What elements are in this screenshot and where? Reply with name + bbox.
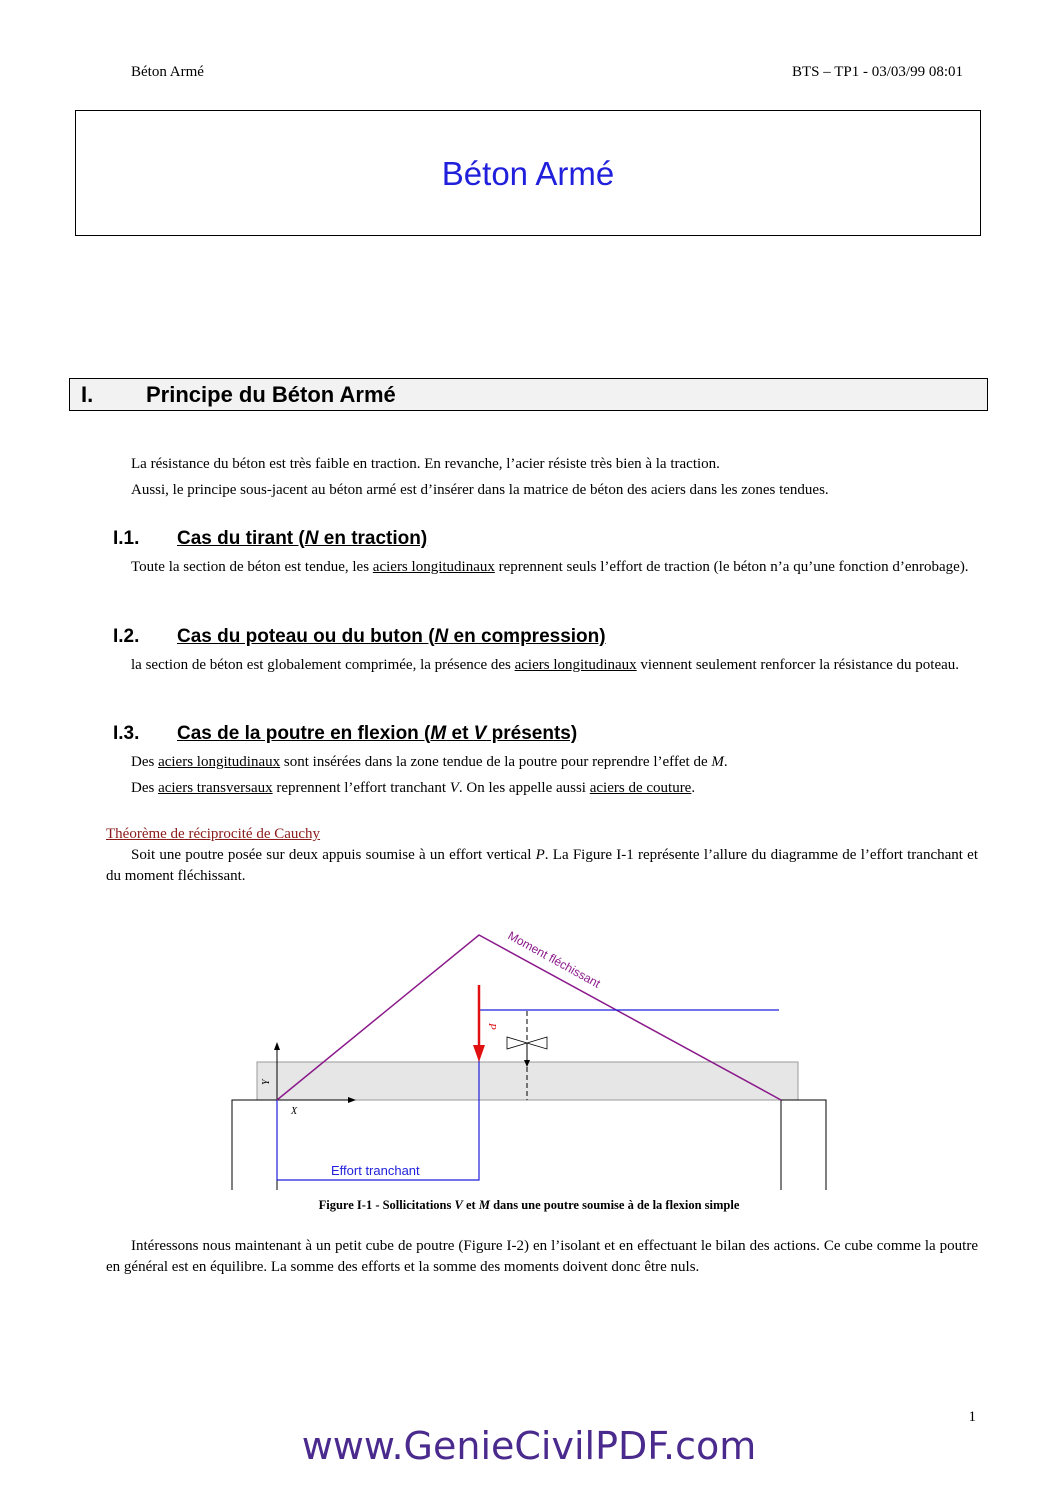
text: . [723, 754, 728, 770]
load-label: P [486, 1023, 498, 1030]
subsection-heading-poutre [113, 723, 577, 745]
var-p: P [535, 847, 545, 863]
text: reprennent seuls l’effort de traction (le béton n’a qu’une fonction d’enrobage). [494, 559, 969, 575]
text: Des [131, 754, 159, 770]
subsection-number: I.2. [113, 626, 140, 647]
section-cut-marker-right [527, 1037, 547, 1049]
text: viennent seulement renforcer la résistance du poteau. [636, 657, 960, 673]
var-n: N [434, 626, 449, 647]
section-heading [69, 378, 988, 411]
var-m: M [711, 754, 724, 770]
text: . On les appelle aussi [458, 780, 590, 796]
header-right: BTS – TP1 - 03/03/99 08:01 [792, 64, 963, 80]
term-aciers-de-couture: aciers de couture [589, 780, 692, 796]
cauchy-paragraph [106, 845, 978, 887]
subsection-title-end: en traction) [318, 528, 428, 549]
y-axis-label: Y [261, 1079, 272, 1085]
caption-text: et [462, 1198, 479, 1212]
right-support [781, 1100, 826, 1190]
var-m: M [478, 1198, 490, 1212]
watermark-link[interactable]: www.GenieCivilPDF.com [301, 1424, 757, 1468]
section-title: Principe du Béton Armé [146, 382, 396, 407]
poteau-paragraph [106, 655, 978, 676]
term-aciers-longitudinaux: aciers longitudinaux [514, 657, 637, 673]
subsection-title: Cas de la poutre en flexion ( [177, 723, 431, 744]
y-axis-arrow [274, 1042, 280, 1050]
text: . [691, 780, 696, 796]
var-v: V [449, 780, 459, 796]
caption-text: dans une poutre soumise à de la flexion simple [489, 1198, 740, 1212]
figure-sollicitations [225, 925, 835, 1195]
subsection-title-end: en compression) [448, 626, 606, 647]
caption-text: Figure I-1 - Sollicitations [318, 1198, 455, 1212]
moment-label: Moment fléchissant [505, 928, 603, 991]
poutre-paragraph [106, 752, 978, 799]
intro-p2: Aussi, le principe sous-jacent au béton armé est d’insérer dans la matrice de béton des aciers dans les zones tendues. [131, 482, 829, 498]
text: la section de béton est globalement comprimée, la présence des [131, 657, 515, 673]
text: . La Figure I-1 représente l’allure du diagramme de l’effort tranchant et du moment fléchissant. [106, 847, 978, 884]
closing-text: Intéressons nous maintenant à un petit cube de poutre (Figure I-2) en l’isolant et en effectuant le bilan des actions. Ce cube comme la poutre en général est en équilibre. La somme des efforts et la somme des moments doivent donc être nuls. [106, 1238, 978, 1275]
text: Toute la section de béton est tendue, les [131, 559, 373, 575]
text: reprennent l’effort tranchant [272, 780, 450, 796]
tirant-paragraph [106, 557, 978, 578]
page-number: 1 [968, 1409, 976, 1425]
subsection-number: I.1. [113, 528, 140, 549]
x-axis-label: X [291, 1106, 298, 1117]
section-cut-marker-left [507, 1037, 527, 1049]
shear-label: Effort tranchant [331, 1163, 420, 1178]
term-aciers-transversaux: aciers transversaux [158, 780, 273, 796]
figure-caption [0, 1198, 1058, 1213]
var-v: V [454, 1198, 463, 1212]
section-number: I. [81, 382, 94, 407]
subsection-number: I.3. [113, 723, 140, 744]
load-arrow-head [473, 1045, 485, 1062]
cauchy-theorem-link[interactable]: Théorème de réciprocité de Cauchy [106, 826, 321, 842]
title-box [75, 110, 981, 236]
intro-paragraphs [106, 454, 978, 501]
document-title: Béton Armé [441, 155, 615, 192]
left-support [232, 1100, 277, 1190]
text: Soit une poutre posée sur deux appuis soumise à un effort vertical [131, 847, 536, 863]
var-v: V [473, 723, 487, 744]
text: sont insérées dans la zone tendue de la poutre pour reprendre l’effet de [280, 754, 712, 770]
header-left: Béton Armé [131, 64, 204, 80]
var-m: M [430, 723, 447, 744]
subsection-heading-tirant [113, 528, 427, 550]
subsection-title: Cas du poteau ou du buton ( [177, 626, 435, 647]
text: Des [131, 780, 159, 796]
closing-paragraph [106, 1236, 978, 1278]
subsection-heading-poteau [113, 626, 606, 648]
term-aciers-longitudinaux: aciers longitudinaux [158, 754, 281, 770]
var-n: N [304, 528, 319, 549]
intro-p1: La résistance du béton est très faible en traction. En revanche, l’acier résiste très bien à la traction. [131, 456, 720, 472]
subsection-title-end: présents) [486, 723, 578, 744]
term-aciers-longitudinaux: aciers longitudinaux [372, 559, 495, 575]
text: et [446, 723, 474, 744]
subsection-title: Cas du tirant ( [177, 528, 305, 549]
